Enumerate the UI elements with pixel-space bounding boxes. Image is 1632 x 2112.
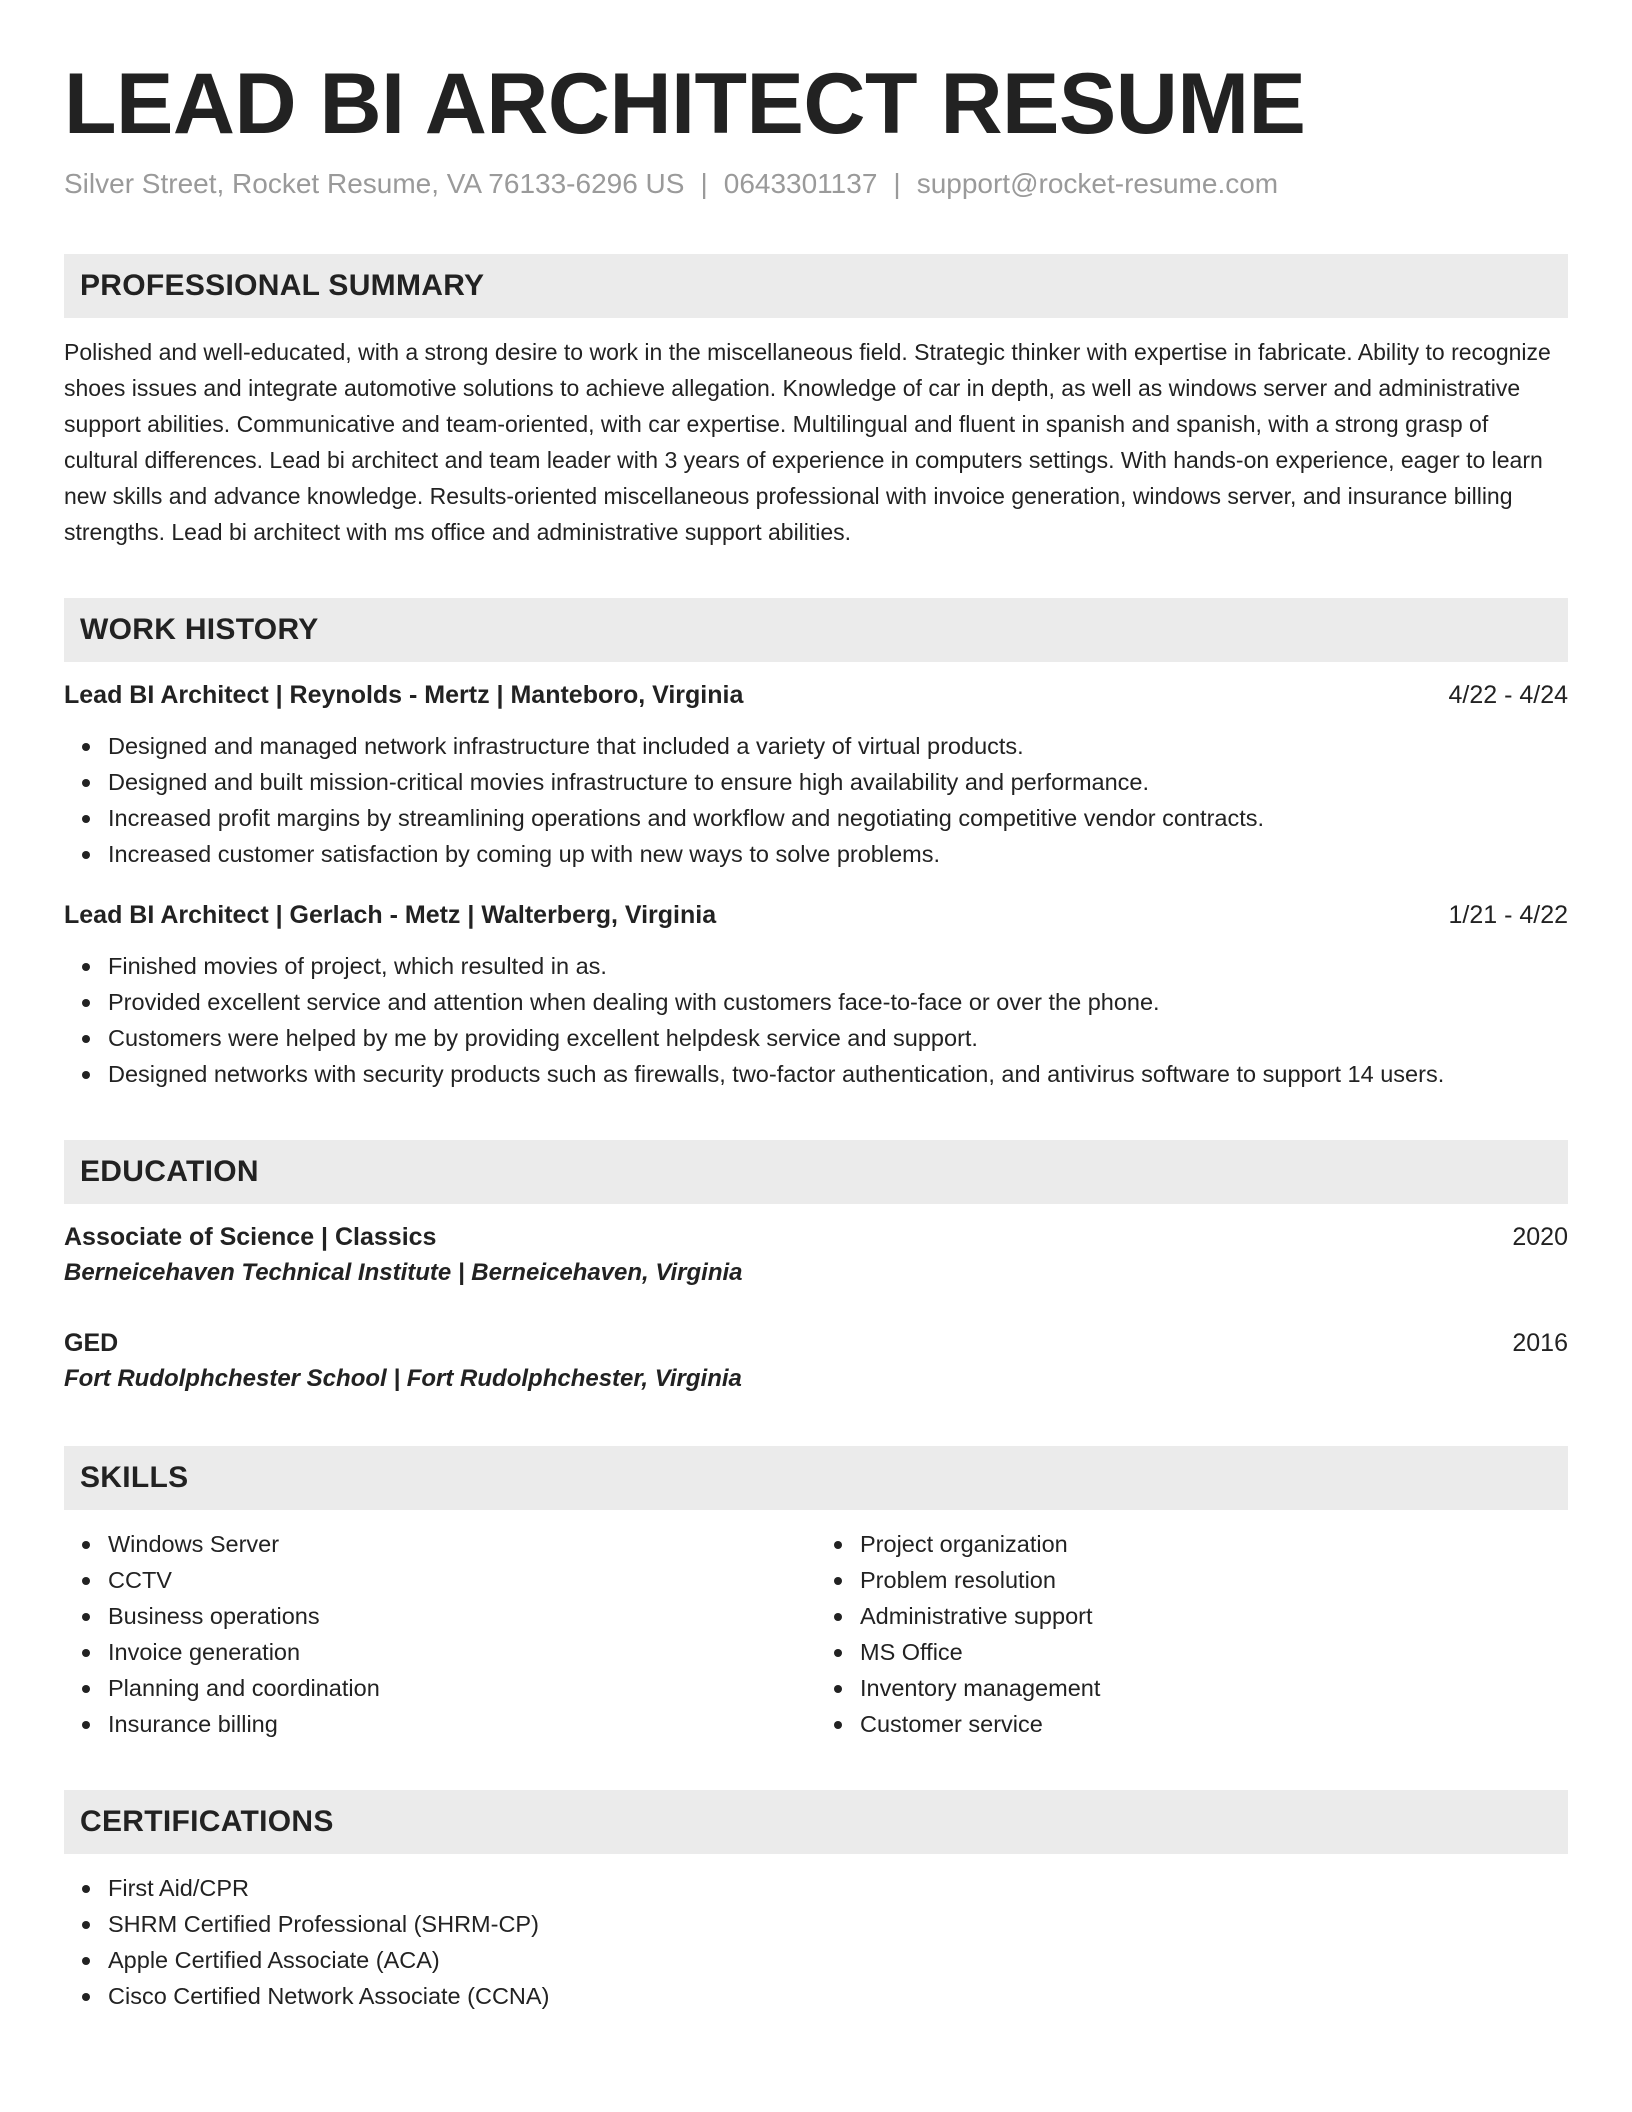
contact-email[interactable]: support@rocket-resume.com [916,168,1279,199]
page-title: LEAD BI ARCHITECT RESUME [64,56,1306,152]
education-entry [64,1326,1568,1398]
skill-item: Business operations [108,1598,816,1634]
job-dates: 4/22 - 4/24 [1448,681,1568,709]
skill-item: Planning and coordination [108,1670,816,1706]
job-bullet: Designed and built mission-critical movies infrastructure to ensure high availability and performance. [108,764,1568,800]
job-bullet: Increased customer satisfaction by coming up with new ways to solve problems. [108,836,1568,872]
job-bullets [64,728,1568,872]
certification-item: First Aid/CPR [108,1870,1568,1906]
skills-list [816,1526,1568,1742]
job-bullet: Designed and managed network infrastructure that included a variety of virtual products. [108,728,1568,764]
skill-item: Windows Server [108,1526,816,1562]
job-entry [64,678,1568,872]
skill-item: Inventory management [860,1670,1568,1706]
section-heading-skills: SKILLS [64,1446,1568,1510]
section-heading-summary: PROFESSIONAL SUMMARY [64,254,1568,318]
skill-item: MS Office [860,1634,1568,1670]
job-title: Lead BI Architect | Gerlach - Metz | Walterberg, Virginia [64,901,717,929]
job-bullets [64,948,1568,1092]
job-bullet: Customers were helped by me by providing excellent helpdesk service and support. [108,1020,1568,1056]
skill-item: Invoice generation [108,1634,816,1670]
section-heading-education: EDUCATION [64,1140,1568,1204]
education-year: 2016 [1512,1329,1568,1357]
skills-column-left [64,1510,816,1742]
skill-item: Project organization [860,1526,1568,1562]
job-header [64,678,1568,712]
education-header [64,1326,1568,1360]
certifications-list [64,1870,1568,2014]
job-entry [64,898,1568,1092]
skill-item: Insurance billing [108,1706,816,1742]
job-dates: 1/21 - 4/22 [1448,901,1568,929]
education-school: Berneicehaven Technical Institute | Berneicehaven, Virginia [64,1259,743,1286]
education-degree: Associate of Science | Classics [64,1223,437,1251]
job-header [64,898,1568,932]
summary-paragraph: Polished and well-educated, with a strong desire to work in the miscellaneous field. Strategic thinker with expertise in fabricate. Ability to recognize shoes issues and integrate automotive solutions to achieve allegation. Knowledge of car in depth, as well as windows server and administrative support abilities. Communicative and team-oriented, with car expertise. Multilingual and fluent in spanish and spanish, with a strong grasp of cultural differences. Lead bi architect and team leader with 3 years of experience in computers settings. With hands-on experience, eager to learn new skills and advance knowledge. Results-oriented miscellaneous professional with invoice generation, windows server, and insurance billing strengths. Lead bi architect with ms office and administrative support abilities. [64,339,1551,545]
skills-columns [64,1510,1568,1742]
contact-phone: 0643301137 [723,168,878,199]
education-year: 2020 [1512,1223,1568,1251]
skill-item: CCTV [108,1562,816,1598]
contact-separator: | [700,168,708,199]
education-degree: GED [64,1329,119,1357]
contact-line [64,166,1568,202]
skill-item: Problem resolution [860,1562,1568,1598]
job-bullet: Designed networks with security products such as firewalls, two-factor authentication, and antivirus software to support 14 users. [108,1056,1568,1092]
certification-item: Apple Certified Associate (ACA) [108,1942,1568,1978]
skill-item: Administrative support [860,1598,1568,1634]
job-bullet: Finished movies of project, which resulted in as. [108,948,1568,984]
contact-separator: | [893,168,901,199]
education-school: Fort Rudolphchester School | Fort Rudolphchester, Virginia [64,1365,742,1392]
job-bullet: Provided excellent service and attention when dealing with customers face-to-face or over the phone. [108,984,1568,1020]
skill-item: Customer service [860,1706,1568,1742]
section-heading-certifications: CERTIFICATIONS [64,1790,1568,1854]
section-heading-work-history: WORK HISTORY [64,598,1568,662]
skills-list [64,1526,816,1742]
education-entry [64,1220,1568,1292]
education-header [64,1220,1568,1254]
certification-item: Cisco Certified Network Associate (CCNA) [108,1978,1568,2014]
job-title: Lead BI Architect | Reynolds - Mertz | Manteboro, Virginia [64,681,744,709]
contact-address: Silver Street, Rocket Resume, VA 76133-6296 US [64,168,685,199]
job-bullet: Increased profit margins by streamlining operations and workflow and negotiating competitive vendor contracts. [108,800,1568,836]
skills-column-right [816,1510,1568,1742]
certification-item: SHRM Certified Professional (SHRM-CP) [108,1906,1568,1942]
